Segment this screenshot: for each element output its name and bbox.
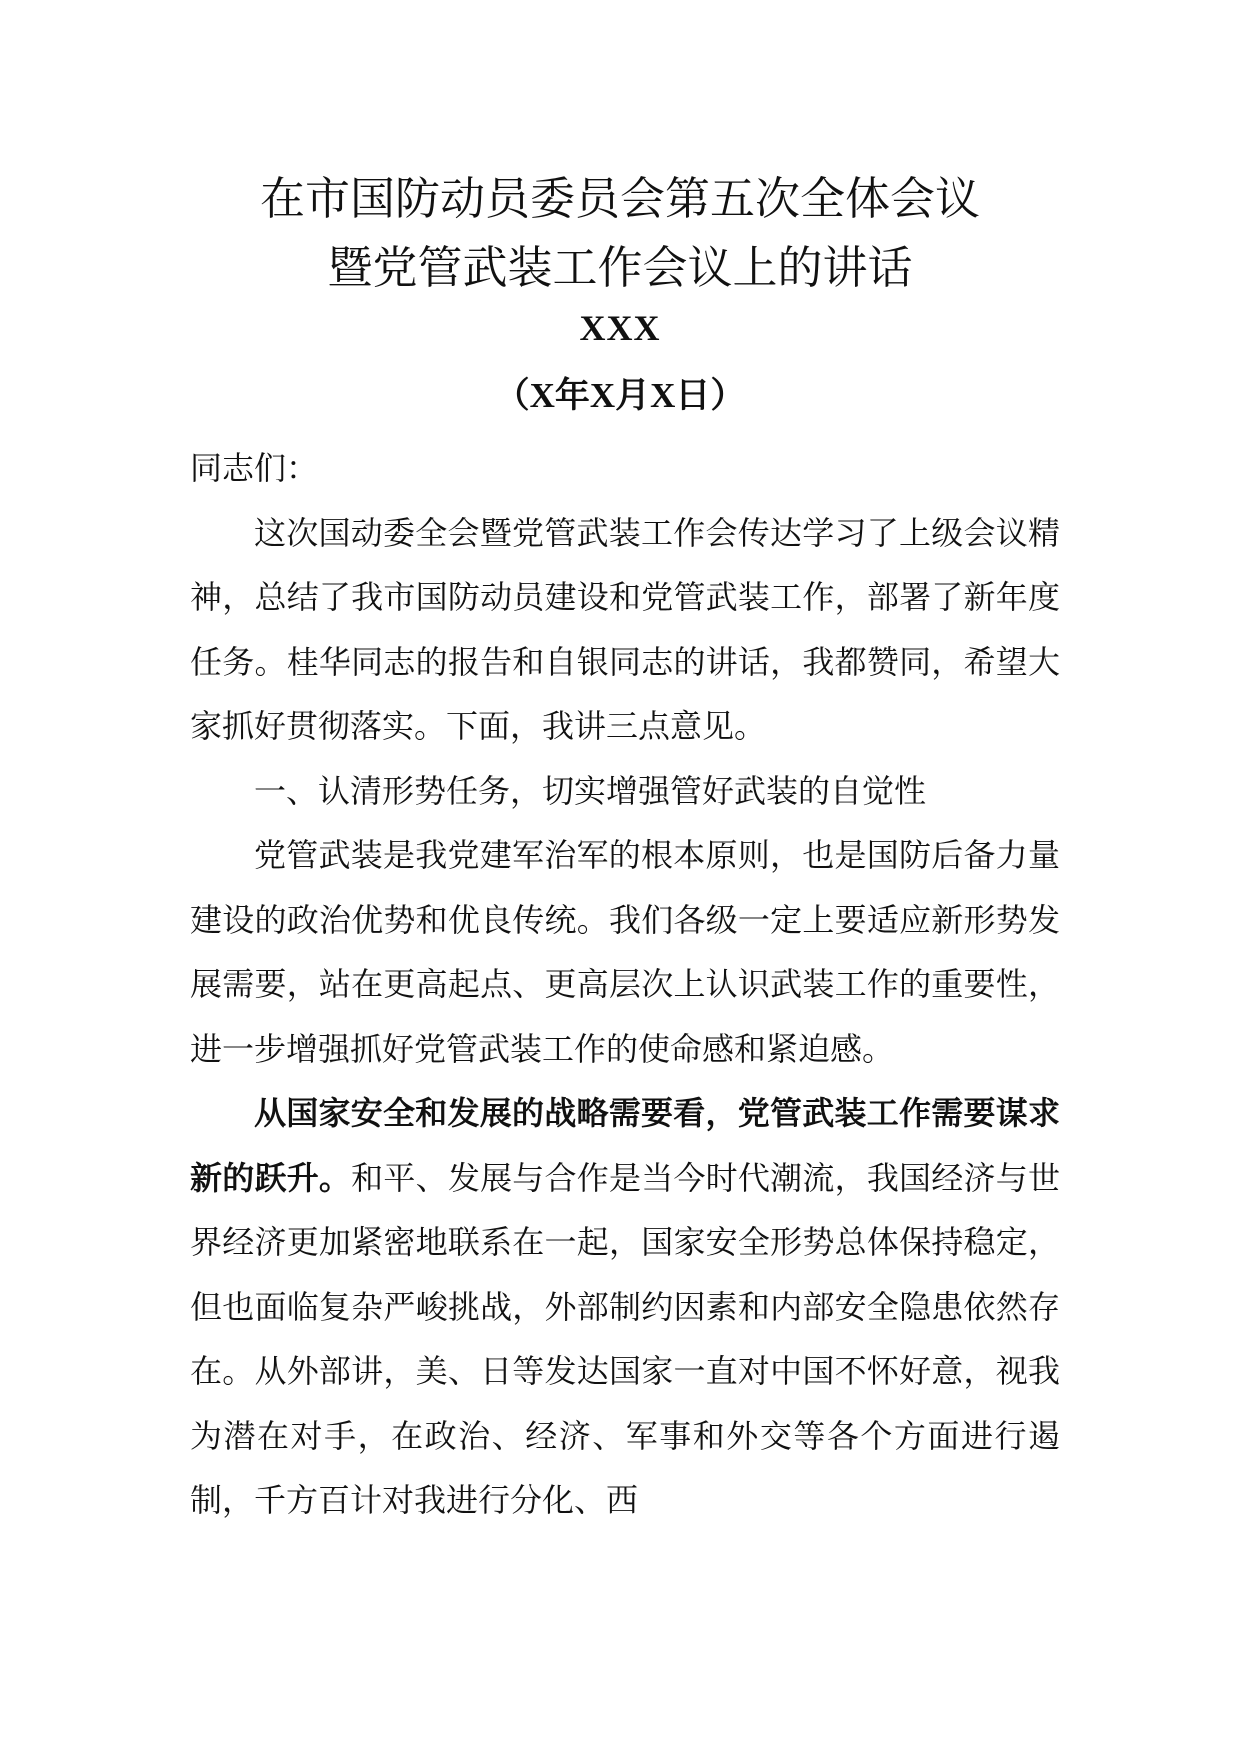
paragraph-3 bbox=[190, 1081, 1060, 1533]
speech-body bbox=[190, 436, 1060, 1533]
paragraph-3-text: 和平、发展与合作是当今时代潮流，我国经济与世界经济更加紧密地联系在一起，国家安全形势总体保持稳定，但也面临复杂严峻挑战，外部制约因素和内部安全隐患依然存在。从外部讲，美、日等发达国家一直对中国不怀好意，视我为潜在对手，在政治、经济、军事和外交等各个方面进行遏制，千方百计对我进行分化、西 bbox=[190, 1158, 1060, 1519]
paragraph-2: 党管武装是我党建军治军的根本原则，也是国防后备力量建设的政治优势和优良传统。我们各级一定上要适应新形势发展需要，站在更高起点、更高层次上认识武装工作的重要性，进一步增强抓好党管武装工作的使命感和紧迫感。 bbox=[190, 836, 1060, 1068]
section-heading-1: 一、认清形势任务，切实增强管好武装的自觉性 bbox=[254, 771, 927, 810]
paragraph-3-lead-sentence: 从国家安全和发展的战略需要看，党管武装工作需要谋求新的跃升。 bbox=[190, 1094, 1060, 1197]
speaker-name: XXX bbox=[579, 308, 661, 348]
paragraph-1: 这次国动委全会暨党管武装工作会传达学习了上级会议精神，总结了我市国防动员建设和党管武装工作，部署了新年度任务。桂华同志的报告和自银同志的讲话，我都赞同，希望大家抓好贯彻落实。下面，我讲三点意见。 bbox=[190, 513, 1060, 745]
document-title-line-2: 暨党管武装工作会议上的讲话 bbox=[327, 241, 913, 294]
document-title-line-1: 在市国防动员委员会第五次全体会议 bbox=[259, 172, 980, 225]
speech-date: （X年X月X日） bbox=[494, 376, 746, 415]
salutation: 同志们： bbox=[190, 449, 319, 487]
